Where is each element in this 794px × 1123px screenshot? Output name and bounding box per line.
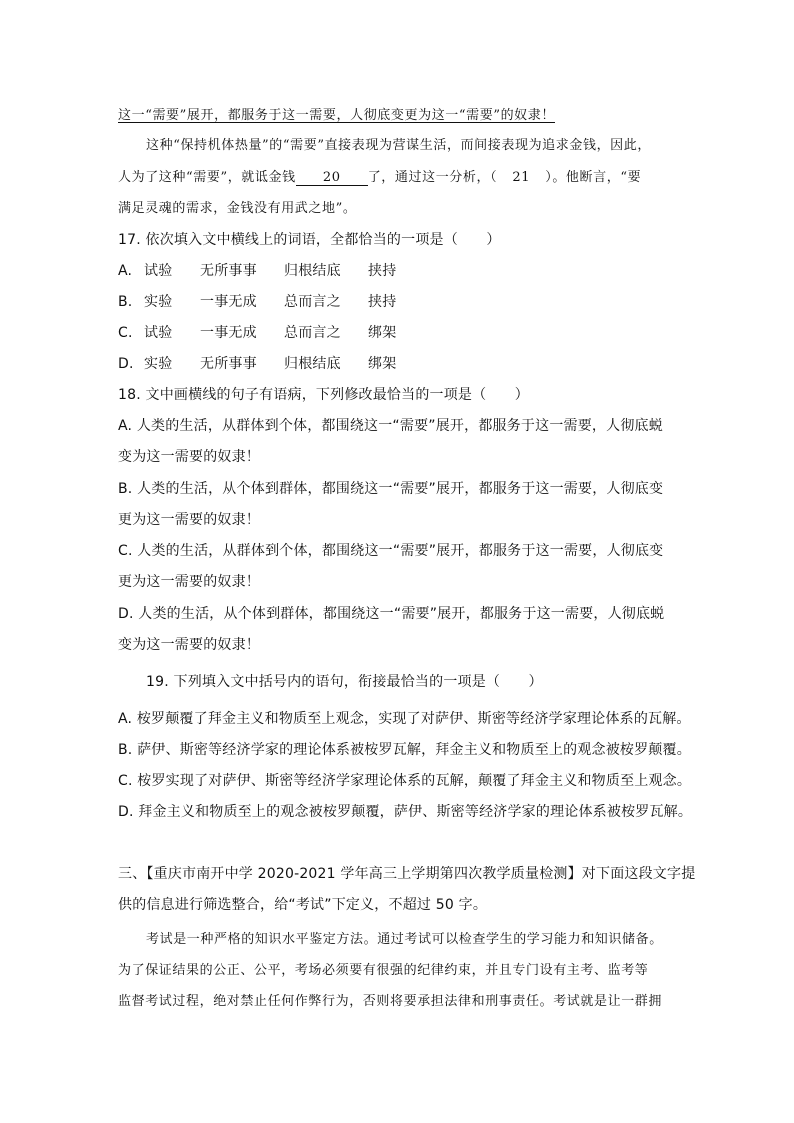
q19-option-b: B. 萨伊、斯密等经济学家的理论体系被桉罗瓦解，拜金主义和物质至上的观念被桉罗颠覆。	[118, 742, 691, 758]
section3-paragraph-line-3: 监督考试过程，绝对禁止任何作弊行为，否则将要承担法律和刑事责任。考试就是让一群拥	[118, 994, 663, 1009]
q19-stem: 19. 下列填入文中括号内的语句，衔接最恰当的一项是（ ）	[146, 674, 543, 690]
q17-option-a: A. 试验 无所事事 归根结底 挟持	[118, 263, 397, 279]
passage-line-3	[118, 166, 641, 186]
q18-option-d-line-1: D. 人类的生活，从个体到群体，都围绕这一“需要”展开，都服务于这一需要，人彻底蜕	[118, 606, 665, 622]
blank-21: 21	[512, 170, 531, 185]
q18-option-b-line-1: B. 人类的生活，从个体到群体，都围绕这一“需要”展开，都服务于这一需要，人彻底变	[118, 481, 664, 497]
q18-option-b-line-2: 更为这一需要的奴隶！	[118, 512, 260, 528]
q19-option-d: D. 拜金主义和物质至上的观念被桉罗颠覆，萨伊、斯密等经济学家的理论体系被桉罗瓦解。	[118, 804, 693, 820]
q18-option-c-line-1: C. 人类的生活，从群体到个体，都围绕这一“需要”展开，都服务于这一需要，人彻底变	[118, 543, 664, 559]
q17-option-c: C. 试验 一事无成 总而言之 绑架	[118, 325, 397, 341]
q18-option-a-line-1: A. 人类的生活，从群体到个体，都围绕这一“需要”展开，都服务于这一需要，人彻底蜕	[118, 418, 663, 434]
passage-line-3-c: ）。他断言，“要	[545, 170, 642, 185]
q18-stem: 18. 文中画横线的句子有语病，下列修改最恰当的一项是（ ）	[118, 387, 529, 403]
underlined-sentence: 这一“需要”展开，都服务于这一需要，人彻底变更为这一“需要”的奴隶！	[118, 108, 555, 123]
blank-20: 20	[296, 171, 368, 186]
passage-line-2: 这种“保持机体热量”的“需要”直接表现为营谋生活，而间接表现为追求金钱，因此，	[146, 138, 651, 153]
passage-line-3-b: 了，通过这一分析，（	[367, 170, 498, 185]
section3-paragraph-line-1: 考试是一种严格的知识水平鉴定方法。通过考试可以检查学生的学习能力和知识储备。	[146, 932, 663, 947]
section3-heading-line-1: 三、【重庆市南开中学 2020-2021 学年高三上学期第四次教学质量检测】对下面这段文字提	[118, 866, 696, 882]
q18-option-d-line-2: 变为这一需要的奴隶！	[118, 637, 260, 653]
section3-paragraph-line-2: 为了保证结果的公正、公平，考场必须要有很强的纪律约束，并且专门设有主考、监考等	[118, 963, 649, 978]
q17-stem: 17. 依次填入文中横线上的词语，全都恰当的一项是（ ）	[118, 232, 501, 248]
section3-heading-line-2: 供的信息进行筛选整合，给“考试”下定义，不超过 50 字。	[118, 897, 488, 913]
q19-option-a: A. 桉罗颠覆了拜金主义和物质至上观念，实现了对萨伊、斯密等经济学家理论体系的瓦解。	[118, 711, 691, 727]
q17-option-d: D. 实验 无所事事 归根结底 绑架	[118, 356, 397, 372]
passage-line-3-a: 人为了这种“需要”，就诋金钱	[118, 170, 296, 185]
passage-line-4: 满足灵魂的需求，金钱没有用武之地”。	[118, 201, 357, 216]
q17-option-b: B. 实验 一事无成 总而言之 挟持	[118, 294, 397, 310]
q19-option-c: C. 桉罗实现了对萨伊、斯密等经济学家理论体系的瓦解，颠覆了拜金主义和物质至上观念。	[118, 773, 692, 789]
q18-option-c-line-2: 更为这一需要的奴隶！	[118, 574, 260, 590]
q18-option-a-line-2: 变为这一需要的奴隶！	[118, 449, 260, 465]
